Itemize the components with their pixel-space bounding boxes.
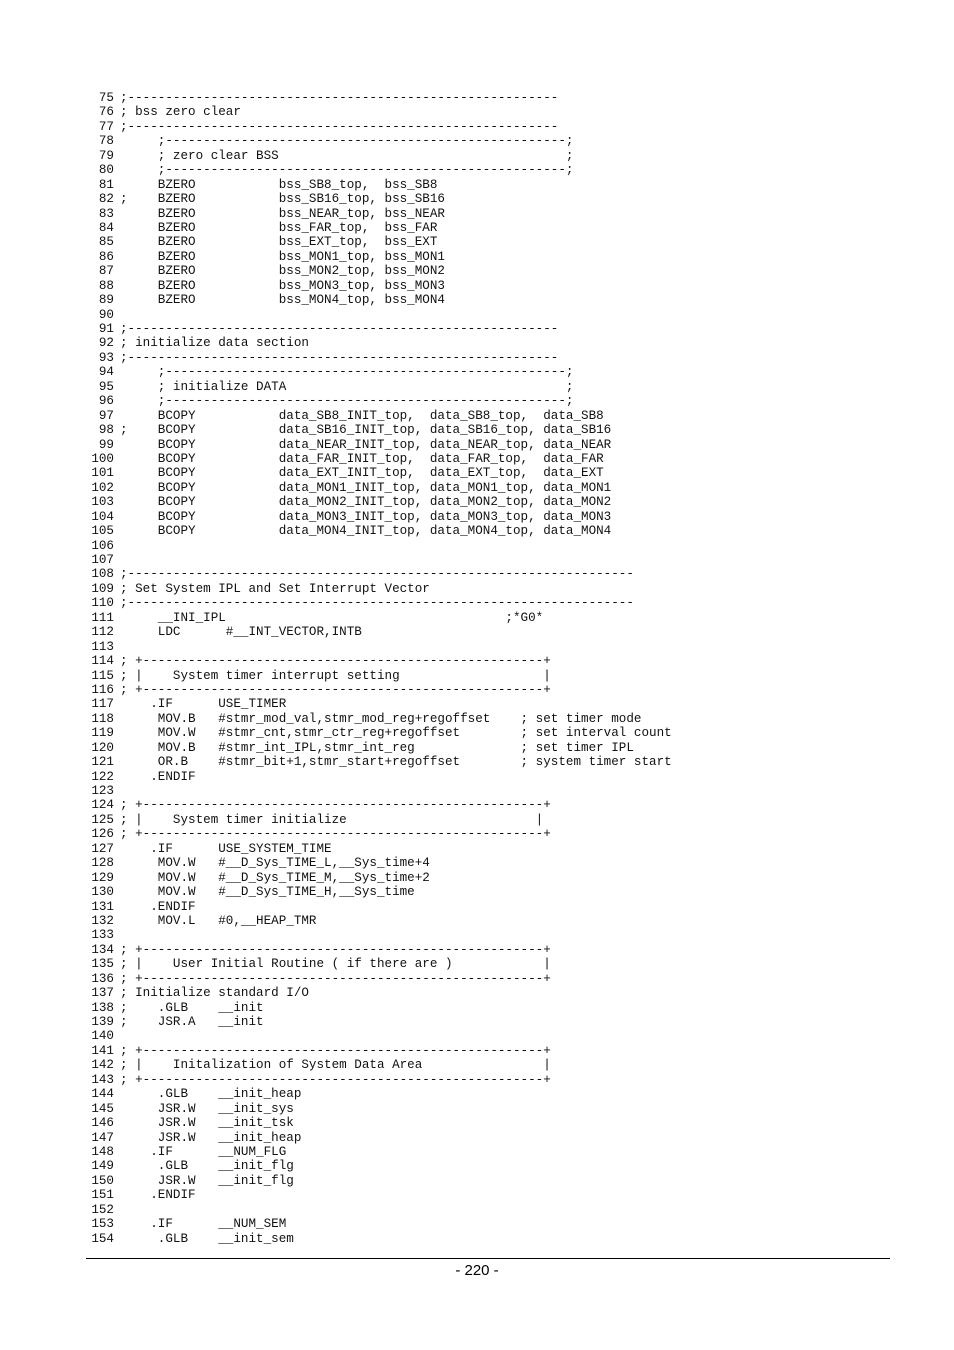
line-source: ; +-----------------------------------------------------+: [120, 827, 551, 842]
line-source: ;-------------------------------------------------------------------: [120, 567, 634, 582]
code-line: [86, 365, 890, 379]
line-number: 95: [98, 379, 114, 394]
code-listing: [86, 91, 890, 1246]
line-number: 100: [91, 451, 114, 466]
line-number: 84: [98, 220, 114, 235]
code-line: [86, 582, 890, 596]
code-line: [86, 1029, 890, 1043]
line-source: BZERO bss_MON3_top, bss_MON3: [120, 278, 445, 293]
code-line: [86, 279, 890, 293]
line-source: BZERO bss_FAR_top, bss_FAR: [120, 220, 438, 235]
line-source: ; Set System IPL and Set Interrupt Vector: [120, 581, 430, 596]
code-line: [86, 914, 890, 928]
line-source: JSR.W __init_heap: [120, 1130, 302, 1145]
line-number: 120: [91, 740, 114, 755]
code-line: [86, 1217, 890, 1231]
line-number: 123: [91, 784, 114, 798]
line-number: 113: [91, 639, 114, 654]
line-number: 121: [91, 755, 114, 770]
code-line: [86, 221, 890, 235]
line-number: 110: [91, 596, 114, 611]
line-number: 133: [91, 928, 114, 943]
line-source: ; | System timer interrupt setting |: [120, 668, 551, 683]
code-line: [86, 943, 890, 957]
line-source: MOV.B #stmr_int_IPL,stmr_int_reg ; set timer IPL: [120, 740, 634, 755]
code-line: [86, 380, 890, 394]
code-line: [86, 842, 890, 856]
line-number: 148: [91, 1144, 114, 1159]
line-number: 90: [98, 307, 114, 322]
code-line: [86, 438, 890, 452]
code-line: [86, 1058, 890, 1072]
line-number: 118: [91, 711, 114, 726]
line-number: 147: [91, 1130, 114, 1145]
line-number: 129: [91, 870, 114, 885]
code-line: [86, 1116, 890, 1130]
code-line: [86, 871, 890, 885]
line-number: 97: [98, 408, 114, 423]
line-number: 134: [91, 942, 114, 957]
line-source: BCOPY data_FAR_INIT_top, data_FAR_top, data_FAR: [120, 451, 604, 466]
line-number: 126: [91, 827, 114, 842]
line-number: 154: [91, 1231, 114, 1246]
line-source: ; +-----------------------------------------------------+: [120, 971, 551, 986]
line-source: LDC #__INT_VECTOR,INTB: [120, 625, 362, 640]
line-number: 132: [91, 913, 114, 928]
code-line: [86, 813, 890, 827]
line-number: 116: [91, 682, 114, 697]
line-source: ; initialize DATA ;: [120, 379, 574, 394]
line-source: BCOPY data_EXT_INIT_top, data_EXT_top, data_EXT: [120, 466, 604, 481]
line-number: 117: [91, 697, 114, 712]
code-line: [86, 1203, 890, 1217]
code-line: [86, 1015, 890, 1029]
line-gutter: [114, 1029, 120, 1043]
code-line: [86, 539, 890, 553]
code-line: [86, 669, 890, 683]
code-line: [86, 928, 890, 942]
line-number: 146: [91, 1116, 114, 1131]
code-line: [86, 625, 890, 639]
code-line: [86, 495, 890, 509]
line-source: ; +-----------------------------------------------------+: [120, 1072, 551, 1087]
code-line: [86, 755, 890, 769]
line-number: 128: [91, 856, 114, 871]
line-number: 105: [91, 524, 114, 539]
line-number: 108: [91, 567, 114, 582]
line-number: 87: [98, 264, 114, 279]
line-source: MOV.W #stmr_cnt,stmr_ctr_reg+regoffset ; set interval count: [120, 726, 672, 741]
line-source: ; initialize data section: [120, 336, 309, 351]
line-number: 86: [98, 249, 114, 264]
line-source: ; BZERO bss_SB16_top, bss_SB16: [120, 192, 445, 207]
line-source: ; .GLB __init: [120, 1000, 264, 1015]
line-source: ; BCOPY data_SB16_INIT_top, data_SB16_top, data_SB16: [120, 423, 612, 438]
code-line: [86, 1188, 890, 1202]
code-line: [86, 163, 890, 177]
code-line: [86, 105, 890, 119]
code-line: [86, 726, 890, 740]
line-source: ; | User Initial Routine ( if there are ) |: [120, 957, 551, 972]
code-line: [86, 235, 890, 249]
line-source: ; +-----------------------------------------------------+: [120, 682, 551, 697]
line-number: 127: [91, 841, 114, 856]
line-source: ;-----------------------------------------------------;: [120, 394, 574, 409]
line-number: 144: [91, 1087, 114, 1102]
line-source: ; | System timer initialize |: [120, 812, 544, 827]
line-source: ; JSR.A __init: [120, 1015, 264, 1029]
line-number: 119: [91, 726, 114, 741]
code-line: [86, 654, 890, 668]
code-line: [86, 423, 890, 437]
line-number: 143: [91, 1072, 114, 1087]
code-line: [86, 1102, 890, 1116]
line-source: BCOPY data_NEAR_INIT_top, data_NEAR_top, data_NEAR: [120, 437, 612, 452]
line-source: .GLB __init_flg: [120, 1159, 294, 1174]
page-number: - 220 -: [455, 1262, 499, 1279]
line-source: BZERO bss_SB8_top, bss_SB8: [120, 177, 438, 192]
line-gutter: [114, 308, 120, 322]
line-source: .IF __NUM_FLG: [120, 1144, 287, 1159]
code-line: [86, 351, 890, 365]
code-line: [86, 1174, 890, 1188]
line-number: 150: [91, 1173, 114, 1188]
line-source: BCOPY data_MON2_INIT_top, data_MON2_top, data_MON2: [120, 495, 612, 510]
code-line: [86, 712, 890, 726]
line-source: BZERO bss_EXT_top, bss_EXT: [120, 235, 438, 250]
line-source: MOV.L #0,__HEAP_TMR: [120, 913, 317, 928]
line-source: ;---------------------------------------------------------: [120, 119, 559, 134]
line-source: ;-----------------------------------------------------;: [120, 163, 574, 178]
code-line: [86, 466, 890, 480]
code-line: [86, 856, 890, 870]
code-line: [86, 452, 890, 466]
code-line: [86, 885, 890, 899]
line-number: 141: [91, 1043, 114, 1058]
line-number: 149: [91, 1159, 114, 1174]
line-number: 152: [91, 1202, 114, 1217]
line-source: ; +-----------------------------------------------------+: [120, 798, 551, 813]
line-source: MOV.B #stmr_mod_val,stmr_mod_reg+regoffset ; set timer mode: [120, 711, 642, 726]
code-line: [86, 322, 890, 336]
line-source: .ENDIF: [120, 769, 196, 784]
line-source: ; Initialize standard I/O: [120, 986, 309, 1001]
line-number: 88: [98, 278, 114, 293]
line-number: 98: [98, 423, 114, 438]
line-number: 109: [91, 581, 114, 596]
line-number: 91: [98, 322, 114, 336]
line-gutter: [114, 784, 120, 798]
code-line: [86, 1232, 890, 1246]
line-gutter: [114, 928, 120, 942]
line-source: BCOPY data_MON1_INIT_top, data_MON1_top, data_MON1: [120, 480, 612, 495]
line-source: .IF USE_SYSTEM_TIME: [120, 841, 332, 856]
code-line: [86, 957, 890, 971]
code-line: [86, 986, 890, 1000]
line-number: 103: [91, 495, 114, 510]
line-gutter: [114, 640, 120, 654]
code-line: [86, 683, 890, 697]
line-source: .IF USE_TIMER: [120, 697, 287, 712]
line-number: 83: [98, 206, 114, 221]
line-source: BZERO bss_NEAR_top, bss_NEAR: [120, 206, 445, 221]
line-number: 136: [91, 971, 114, 986]
code-line: [86, 250, 890, 264]
code-line: [86, 827, 890, 841]
code-line: [86, 770, 890, 784]
line-source: BCOPY data_MON4_INIT_top, data_MON4_top, data_MON4: [120, 524, 612, 539]
line-source: MOV.W #__D_Sys_TIME_H,__Sys_time: [120, 885, 415, 900]
line-source: JSR.W __init_tsk: [120, 1116, 294, 1131]
line-number: 122: [91, 769, 114, 784]
code-line: [86, 1131, 890, 1145]
code-line: [86, 596, 890, 610]
line-source: ;-------------------------------------------------------------------: [120, 596, 634, 611]
line-source: .ENDIF: [120, 899, 196, 914]
line-source: OR.B #stmr_bit+1,stmr_start+regoffset ; system timer start: [120, 755, 672, 770]
code-line: [86, 1001, 890, 1015]
line-source: JSR.W __init_flg: [120, 1173, 294, 1188]
line-source: ; +-----------------------------------------------------+: [120, 942, 551, 957]
line-number: 101: [91, 466, 114, 481]
line-number: 78: [98, 134, 114, 149]
line-number: 145: [91, 1101, 114, 1116]
line-number: 112: [91, 625, 114, 640]
line-source: BCOPY data_MON3_INIT_top, data_MON3_top, data_MON3: [120, 509, 612, 524]
line-source: BZERO bss_MON4_top, bss_MON4: [120, 293, 445, 308]
code-line: [86, 394, 890, 408]
line-number: 104: [91, 509, 114, 524]
line-number: 102: [91, 480, 114, 495]
code-line: [86, 264, 890, 278]
code-line: [86, 900, 890, 914]
code-line: [86, 524, 890, 538]
code-line: [86, 134, 890, 148]
line-number: 93: [98, 350, 114, 365]
code-line: [86, 1159, 890, 1173]
line-source: ;---------------------------------------------------------: [120, 322, 559, 336]
line-source: ;---------------------------------------------------------: [120, 91, 559, 105]
code-line: [86, 697, 890, 711]
code-line: [86, 1044, 890, 1058]
line-source: ; | Initalization of System Data Area |: [120, 1058, 551, 1073]
line-gutter: [114, 539, 120, 553]
line-source: .GLB __init_heap: [120, 1087, 302, 1102]
line-source: ; +-----------------------------------------------------+: [120, 1043, 551, 1058]
line-number: 130: [91, 885, 114, 900]
line-number: 82: [98, 192, 114, 207]
footer-rule: [86, 1258, 890, 1259]
code-line: [86, 409, 890, 423]
code-line: [86, 207, 890, 221]
line-gutter: [114, 553, 120, 567]
line-source: JSR.W __init_sys: [120, 1101, 294, 1116]
line-source: BZERO bss_MON2_top, bss_MON2: [120, 264, 445, 279]
line-source: __INI_IPL ;*G0*: [120, 610, 544, 625]
line-number: 142: [91, 1058, 114, 1073]
line-source: ;-----------------------------------------------------;: [120, 365, 574, 380]
line-source: BCOPY data_SB8_INIT_top, data_SB8_top, data_SB8: [120, 408, 604, 423]
code-line: [86, 120, 890, 134]
line-number: 92: [98, 336, 114, 351]
line-number: 124: [91, 798, 114, 813]
code-line: [86, 293, 890, 307]
line-number: 85: [98, 235, 114, 250]
line-number: 151: [91, 1188, 114, 1203]
code-line: [86, 1145, 890, 1159]
code-line: [86, 640, 890, 654]
line-number: 76: [98, 105, 114, 120]
line-number: 135: [91, 957, 114, 972]
code-line: [86, 149, 890, 163]
line-number: 114: [91, 654, 114, 669]
line-number: 94: [98, 365, 114, 380]
code-line: [86, 972, 890, 986]
code-line: [86, 308, 890, 322]
line-number: 131: [91, 899, 114, 914]
code-line: [86, 741, 890, 755]
code-line: [86, 567, 890, 581]
line-source: ; zero clear BSS ;: [120, 148, 574, 163]
line-number: 153: [91, 1217, 114, 1232]
line-number: 106: [91, 538, 114, 553]
line-gutter: [114, 1203, 120, 1217]
line-source: MOV.W #__D_Sys_TIME_L,__Sys_time+4: [120, 856, 430, 871]
line-number: 107: [91, 553, 114, 567]
code-line: [86, 798, 890, 812]
line-source: .ENDIF: [120, 1188, 196, 1203]
line-number: 77: [98, 119, 114, 134]
line-source: .IF __NUM_SEM: [120, 1217, 287, 1232]
line-number: 96: [98, 394, 114, 409]
code-line: [86, 611, 890, 625]
code-line: [86, 784, 890, 798]
line-number: 79: [98, 148, 114, 163]
line-source: ; bss zero clear: [120, 105, 241, 120]
code-line: [86, 553, 890, 567]
line-source: .GLB __init_sem: [120, 1231, 294, 1246]
code-line: [86, 178, 890, 192]
code-line: [86, 1073, 890, 1087]
line-number: 111: [91, 610, 114, 625]
line-source: MOV.W #__D_Sys_TIME_M,__Sys_time+2: [120, 870, 430, 885]
line-number: 115: [91, 668, 114, 683]
line-number: 81: [98, 177, 114, 192]
code-line: [86, 481, 890, 495]
code-line: [86, 91, 890, 105]
line-number: 140: [91, 1029, 114, 1044]
line-source: ; +-----------------------------------------------------+: [120, 654, 551, 669]
line-number: 139: [91, 1015, 114, 1029]
line-number: 99: [98, 437, 114, 452]
code-line: [86, 336, 890, 350]
line-number: 80: [98, 163, 114, 178]
line-source: BZERO bss_MON1_top, bss_MON1: [120, 249, 445, 264]
line-source: ;-----------------------------------------------------;: [120, 134, 574, 149]
line-number: 137: [91, 986, 114, 1001]
line-source: ;---------------------------------------------------------: [120, 350, 559, 365]
line-number: 89: [98, 293, 114, 308]
code-line: [86, 510, 890, 524]
code-line: [86, 1087, 890, 1101]
line-number: 138: [91, 1000, 114, 1015]
line-number: 125: [91, 812, 114, 827]
line-number: 75: [98, 91, 114, 105]
code-line: [86, 192, 890, 206]
